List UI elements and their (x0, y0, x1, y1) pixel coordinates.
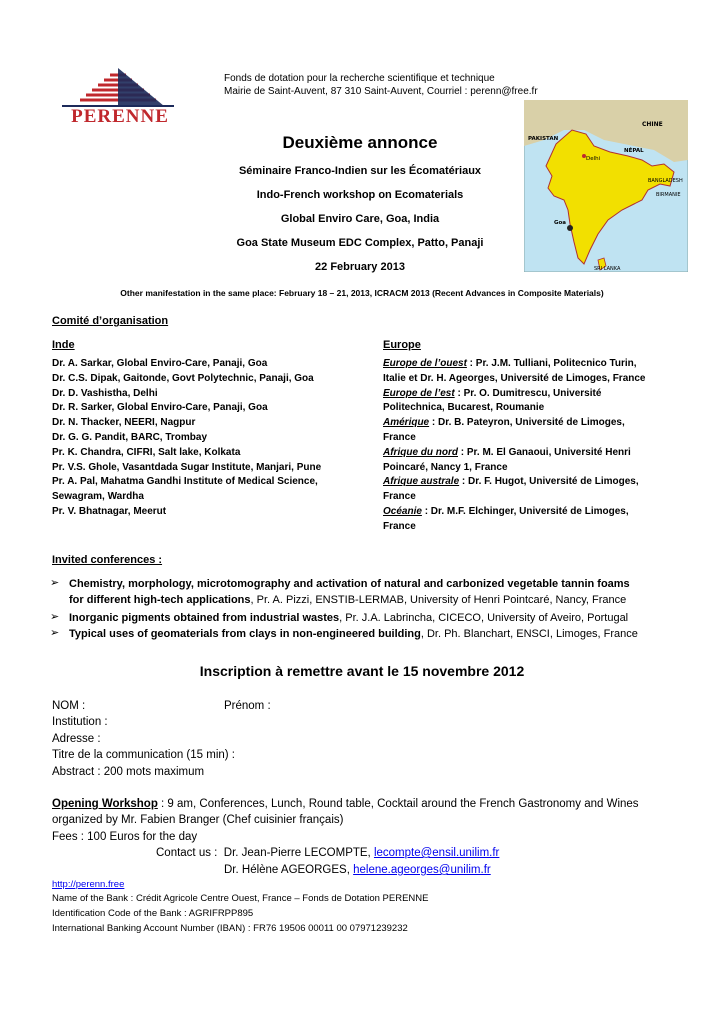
inde-member: Dr. C.S. Dipak, Gaitonde, Govt Polytechnic, Panaji, Goa (52, 372, 314, 384)
subtitle-seminar-fr: Séminaire Franco-Indien sur les Écomatériaux (238, 165, 482, 177)
opening-organizer: organized by Mr. Fabien Branger (Chef cuisinier français) (52, 814, 344, 826)
inde-member-list (52, 357, 321, 520)
europe-line: Poincaré, Nancy 1, France (383, 461, 508, 473)
bullet-arrow-icon: ➢ (50, 577, 60, 589)
inde-member: Dr. N. Thacker, NEERI, Nagpur (52, 417, 196, 429)
adresse-field-label: Adresse : (52, 733, 101, 745)
map-label-delhi: Delhi (586, 156, 601, 162)
prenom-field-label: Prénom : (224, 700, 271, 712)
europe-heading: Europe (383, 339, 421, 351)
inde-member: Dr. A. Sarkar, Global Enviro-Care, Panaji, Goa (52, 358, 268, 369)
contact-line-2: Dr. Hélène AGEORGES, helene.ageorges@unilim.fr (224, 864, 491, 876)
india-map (524, 100, 688, 272)
europe-line: Europe de l’ouest : Pr. J.M. Tulliani, Politecnico Turin, (383, 358, 637, 369)
email-link-lecompte[interactable]: lecompte@ensil.unilim.fr (373, 847, 500, 859)
region-label: Afrique du nord (383, 446, 458, 458)
inde-member: Dr. R. Sarker, Global Enviro-Care, Panaji, Goa (52, 402, 268, 414)
inde-member: Dr. G. G. Pandit, BARC, Trombay (52, 431, 208, 443)
logo-text: PERENNE (71, 106, 169, 127)
bank-iban: International Banking Account Number (IBAN) : FR76 19506 00011 00 07971239232 (52, 923, 408, 934)
map-label-birmanie: BIRMANIE (656, 192, 681, 198)
opening-workshop-line: Opening Workshop : 9 am, Conferences, Lunch, Round table, Cocktail around the French Gastronomy and Wines (52, 798, 639, 810)
map-label-sri-lanka: SRI LANKA (594, 266, 621, 272)
institution-field-label: Institution : (52, 716, 108, 728)
europe-line: France (383, 491, 416, 503)
email-link-ageorges[interactable]: helene.ageorges@unilim.fr (353, 864, 491, 876)
website-link[interactable]: http://perenn.free (52, 879, 125, 890)
europe-line: Afrique australe : Dr. F. Hugot, Université de Limoges, (383, 476, 639, 488)
europe-line: Océanie : Dr. M.F. Elchinger, Université de Limoges, (383, 505, 629, 517)
europe-line: Amérique : Dr. B. Pateyron, Université de Limoges, (383, 417, 625, 429)
invited-heading: Invited conferences : (52, 554, 163, 566)
region-label: Afrique australe (383, 476, 460, 488)
fees-text: Fees : 100 Euros for the day (52, 831, 198, 843)
subtitle-venue: Goa State Museum EDC Complex, Patto, Panaji (236, 237, 484, 249)
europe-line: Afrique du nord : Pr. M. El Ganaoui, Université Henri (383, 446, 631, 458)
region-label: Europe de l’est (383, 387, 455, 399)
goa-marker (567, 225, 573, 231)
opening-workshop-label: Opening Workshop (52, 798, 158, 810)
other-manifestation-note: Other manifestation in the same place: February 18 – 21, 2013, ICRACM 2013 (Recent Advances in Composite Materials) (120, 288, 604, 298)
subtitle-workshop-en: Indo-French workshop on Ecomaterials (256, 189, 464, 201)
map-label-pakistan: PAKISTAN (528, 136, 559, 142)
nom-field-label: NOM : (52, 700, 86, 712)
header-line-1: Fonds de dotation pour la recherche scientifique et technique (224, 73, 495, 84)
committee-heading: Comité d’organisation (52, 315, 169, 327)
europe-line: France (383, 431, 416, 443)
map-label-goa: Goa (554, 220, 567, 226)
invited-item-1: Chemistry, morphology, microtomography and activation of natural and carbonized vegetable tannin foams for different high-tech applications, Pr. A. Pizzi, ENSTIB-LERMAB, University of Henri Pointcaré, Nancy, France (69, 578, 630, 606)
abstract-field-label: Abstract : 200 mots maximum (52, 766, 205, 778)
bank-name: Name of the Bank : Crédit Agricole Centre Ouest, France – Fonds de Dotation PERENNE (52, 893, 429, 904)
titre-field-label: Titre de la communication (15 min) : (52, 749, 236, 761)
page-title: Deuxième annonce (282, 133, 438, 152)
bullet-arrow-icon: ➢ (50, 627, 60, 639)
europe-line: Politechnica, Bucarest, Roumanie (383, 402, 545, 414)
europe-line: France (383, 520, 416, 532)
inde-member: Pr. V. Bhatnagar, Meerut (52, 505, 167, 517)
invited-item-3: Typical uses of geomaterials from clays in non-engineered building, Dr. Ph. Blanchart, ENSCI, Limoges, France (69, 628, 638, 640)
bank-code: Identification Code of the Bank : AGRIFRPP895 (52, 908, 254, 919)
inde-heading: Inde (52, 339, 75, 351)
europe-line: Italie et Dr. H. Ageorges, Université de Limoges, France (383, 372, 646, 384)
bullet-arrow-icon: ➢ (50, 611, 60, 623)
map-label-bangladesh: BANGLADESH (648, 178, 683, 184)
inde-member: Dr. D. Vashistha, Delhi (52, 387, 158, 399)
inde-member: Pr. A. Pal, Mahatma Gandhi Institute of Medical Science, (52, 476, 318, 488)
map-label-china: CHINE (642, 121, 663, 128)
europe-line: Europe de l’est : Pr. O. Dumitrescu, Université (383, 387, 602, 399)
europe-member-list (383, 357, 646, 535)
inde-member: Pr. K. Chandra, CIFRI, Salt lake, Kolkata (52, 446, 241, 458)
inde-member: Pr. V.S. Ghole, Vasantdada Sugar Institute, Manjari, Pune (52, 461, 322, 473)
contact-line-1: Contact us : Dr. Jean-Pierre LECOMPTE, lecompte@ensil.unilim.fr (156, 847, 500, 859)
invited-item-2: Inorganic pigments obtained from industrial wastes, Pr. J.A. Labrincha, CICECO, University of Aveiro, Portugal (69, 612, 629, 624)
map-label-nepal: NÉPAL (624, 148, 644, 154)
header-line-2: Mairie de Saint-Auvent, 87 310 Saint-Auvent, Courriel : perenn@free.fr (224, 86, 538, 97)
subtitle-date: 22 February 2013 (315, 261, 405, 273)
logo-stripes-graphic (62, 68, 174, 106)
inscription-heading: Inscription à remettre avant le 15 novembre 2012 (199, 663, 525, 679)
region-label: Océanie (383, 505, 422, 517)
region-label: Amérique (383, 417, 430, 429)
region-label: Europe de l’ouest (383, 358, 467, 369)
subtitle-host: Global Enviro Care, Goa, India (280, 213, 440, 225)
inde-member: Sewagram, Wardha (52, 491, 144, 503)
